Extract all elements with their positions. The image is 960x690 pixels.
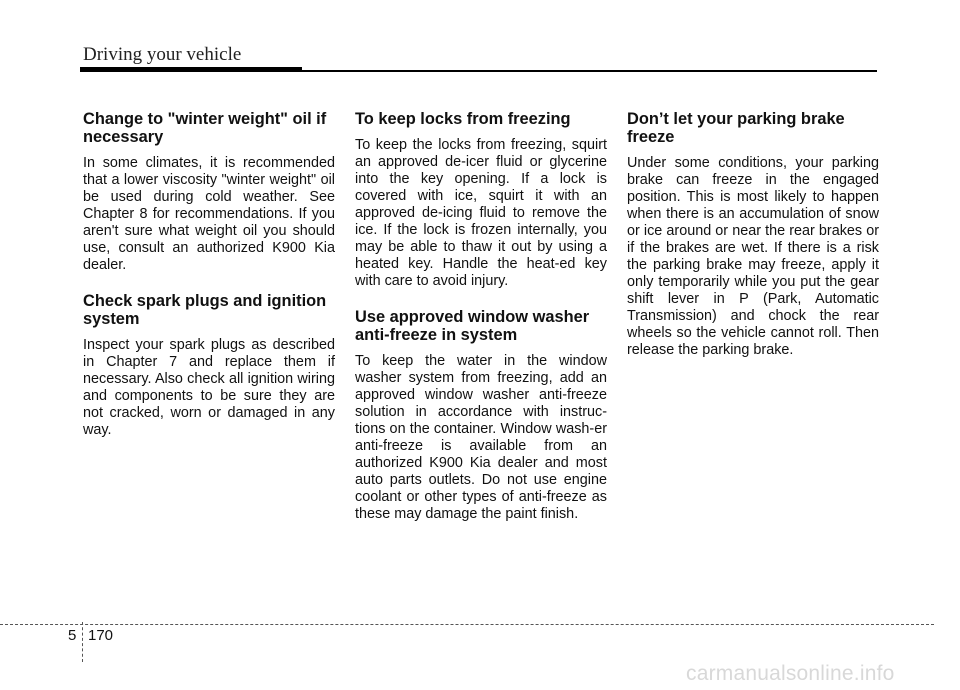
page-header-title: Driving your vehicle [83,44,242,65]
section-body: To keep the locks from freezing, squirt an approved de-icer fluid or glycerine into the key opening. If a lock is covered with ice, squirt it with an approved de-icing fluid to remove the ice. If the lock is frozen internally, you may be able to thaw it out by using a heated key. Handle the heat-ed key with care to avoid injury. [355,137,607,289]
column-3 [627,110,879,377]
section-heading: Use approved window washer anti-freeze in system [355,308,590,344]
section-body: Under some conditions, your parking brake can freeze in the engaged position. This is most likely to happen when there is an accumulation of snow or ice around or near the rear brakes or if the brakes are wet. If there is a risk the parking brake may freeze, apply it only temporarily while you put the gear shift lever in P (Park, Automatic Transmission) and chock the rear wheels so the vehicle cannot roll. Then release the parking brake. [627,155,879,358]
page-number: 170 [88,627,114,644]
chapter-number: 5 [68,627,77,644]
section-heading: Change to "winter weight" oil if necessary [83,110,327,146]
header-rule-thick [80,67,302,72]
section-body: In some climates, it is recommended that a lower viscosity "winter weight" oil be used during cold weather. See Chapter 8 for recommendations. If you aren't sure what weight oil you should use, consult an authorized K900 Kia dealer. [83,155,335,273]
footer-dashed-divider [82,622,83,662]
section-winter-oil [83,110,335,274]
section-heading: Check spark plugs and ignition system [83,292,327,328]
section-heading: To keep locks from freezing [355,110,571,128]
section-locks-freezing [355,110,607,290]
column-1 [83,110,335,457]
column-2 [355,110,607,541]
watermark-text: carmanualsonline.info [686,662,895,685]
section-heading: Don’t let your parking brake freeze [627,110,845,146]
section-spark-plugs [83,292,335,439]
section-parking-brake [627,110,879,359]
footer-dashed-rule [0,624,934,625]
section-washer-antifreeze [355,308,607,523]
section-body: To keep the water in the window washer system from freezing, add an approved window washer anti-freeze solution in accordance with instruc-tions on the container. Window wash-er anti-freeze is available from an authorized K900 Kia dealer and most auto parts outlets. Do not use engine coolant or other types of anti-freeze as these may damage the paint finish. [355,353,607,522]
section-body: Inspect your spark plugs as described in Chapter 7 and replace them if necessary. Also check all ignition wiring and components to be sure they are not cracked, worn or damaged in any way. [83,337,335,438]
header-rule-thin [302,70,877,72]
